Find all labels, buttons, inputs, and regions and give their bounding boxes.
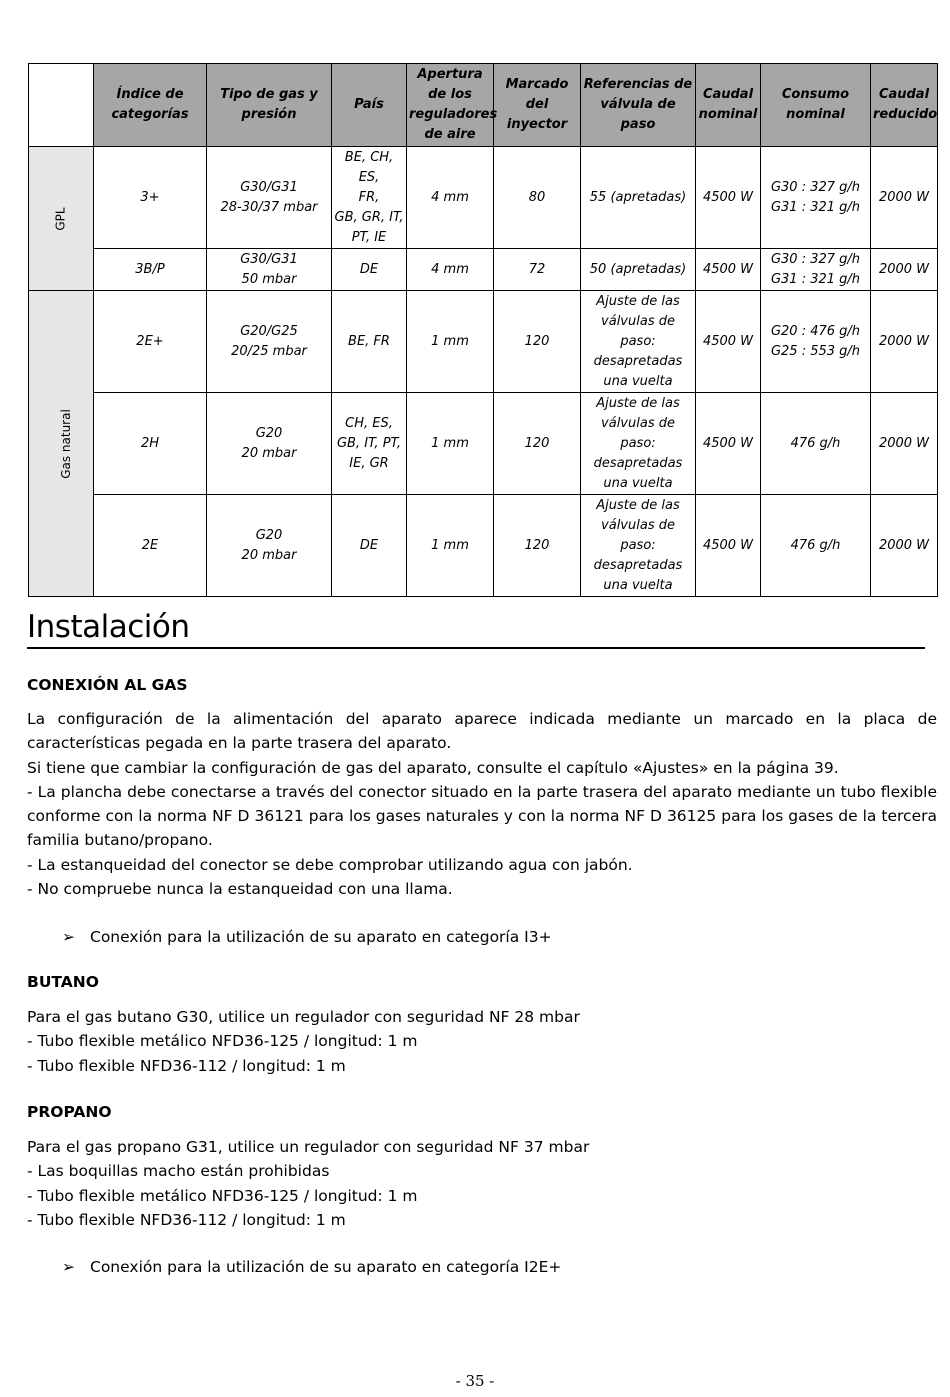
table-cell: 1 mm bbox=[407, 291, 494, 393]
bullet-category-i3 bbox=[62, 925, 552, 949]
table-cell: G20/G25 20/25 mbar bbox=[207, 291, 332, 393]
table-cell: 2H bbox=[94, 393, 207, 495]
list-item: - Tubo flexible metálico NFD36-125 / longitud: 1 m bbox=[27, 1186, 418, 1205]
header-valve-references: Referencias de válvula de paso bbox=[581, 64, 696, 147]
table-cell: G30 : 327 g/h G31 : 321 g/h bbox=[761, 147, 871, 249]
bullet-category-i2e bbox=[62, 1255, 561, 1279]
gas-connection-heading: CONEXIÓN AL GAS bbox=[27, 676, 188, 694]
table-cell: 1 mm bbox=[407, 393, 494, 495]
table-row bbox=[29, 147, 938, 249]
table-cell: 4500 W bbox=[696, 249, 761, 291]
header-reduced-flow: Caudal reducido bbox=[871, 64, 938, 147]
header-injector-marking: Marcado del inyector bbox=[494, 64, 581, 147]
table-cell: 4500 W bbox=[696, 147, 761, 249]
table-cell: 120 bbox=[494, 291, 581, 393]
list-item: - Tubo flexible metálico NFD36-125 / longitud: 1 m bbox=[27, 1032, 418, 1051]
page-number: - 35 - bbox=[455, 1372, 495, 1390]
paragraph: - No compruebe nunca la estanqueidad con una llama. bbox=[27, 880, 453, 899]
list-item: Para el gas propano G31, utilice un regulador con seguridad NF 37 mbar bbox=[27, 1138, 590, 1156]
table-cell: 2E+ bbox=[94, 291, 207, 393]
table-cell: DE bbox=[332, 249, 407, 291]
list-item: Para el gas butano G30, utilice un regulador con seguridad NF 28 mbar bbox=[27, 1008, 580, 1026]
table-cell: 2000 W bbox=[871, 495, 938, 597]
table-cell: 50 (apretadas) bbox=[581, 249, 696, 291]
table-row bbox=[29, 249, 938, 291]
table-cell: 1 mm bbox=[407, 495, 494, 597]
butano-body bbox=[27, 1005, 937, 1078]
propano-body bbox=[27, 1135, 937, 1232]
table-cell: 4500 W bbox=[696, 495, 761, 597]
table-cell: 55 (apretadas) bbox=[581, 147, 696, 249]
header-country: País bbox=[332, 64, 407, 147]
table-cell: 2000 W bbox=[871, 291, 938, 393]
header-corner-cell bbox=[29, 64, 94, 147]
table-cell: G20 : 476 g/h G25 : 553 g/h bbox=[761, 291, 871, 393]
header-nominal-flow: Caudal nominal bbox=[696, 64, 761, 147]
family-label-natural-gas: Gas natural bbox=[58, 408, 73, 479]
table-cell: 120 bbox=[494, 495, 581, 597]
paragraph: Si tiene que cambiar la configuración de gas del aparato, consulte el capítulo «Ajustes» en la página 39. bbox=[27, 758, 839, 777]
paragraph: - La estanqueidad del conector se debe comprobar utilizando agua con jabón. bbox=[27, 855, 633, 874]
list-item: - Las boquillas macho están prohibidas bbox=[27, 1162, 330, 1181]
header-nominal-consumption: Consumo nominal bbox=[761, 64, 871, 147]
table-row bbox=[29, 495, 938, 597]
table-cell: 2000 W bbox=[871, 147, 938, 249]
table-cell: DE bbox=[332, 495, 407, 597]
list-item: - Tubo flexible NFD36-112 / longitud: 1 m bbox=[27, 1210, 346, 1229]
list-item: - Tubo flexible NFD36-112 / longitud: 1 m bbox=[27, 1056, 346, 1075]
section-title: Instalación bbox=[27, 607, 925, 649]
bullet-text: Conexión para la utilización de su aparato en categoría I2E+ bbox=[90, 1258, 562, 1276]
table-cell: 120 bbox=[494, 393, 581, 495]
table-cell: Ajuste de las válvulas de paso: desapretadas una vuelta bbox=[581, 291, 696, 393]
table-row bbox=[29, 291, 938, 393]
header-air-regulator-opening: Apertura de los reguladores de aire bbox=[407, 64, 494, 147]
arrow-bullet-icon: ➢ bbox=[62, 1258, 75, 1276]
table-cell: Ajuste de las válvulas de paso: desapretadas una vuelta bbox=[581, 495, 696, 597]
table-cell: 72 bbox=[494, 249, 581, 291]
table-cell: G30/G31 50 mbar bbox=[207, 249, 332, 291]
table-cell: G30 : 327 g/h G31 : 321 g/h bbox=[761, 249, 871, 291]
table-cell: 4 mm bbox=[407, 147, 494, 249]
table-cell: Ajuste de las válvulas de paso: desapretadas una vuelta bbox=[581, 393, 696, 495]
table-cell: 80 bbox=[494, 147, 581, 249]
table-cell: BE, CH, ES, FR, GB, GR, IT, PT, IE bbox=[332, 147, 407, 249]
header-category-index: Índice de categorías bbox=[94, 64, 207, 147]
paragraph: La configuración de la alimentación del aparato aparece indicada mediante un marcado en la placa de características pegada en la parte trasera del aparato. bbox=[27, 710, 937, 753]
table-cell: 2000 W bbox=[871, 393, 938, 495]
table-cell: 3B/P bbox=[94, 249, 207, 291]
table-cell: 2000 W bbox=[871, 249, 938, 291]
table-cell: 476 g/h bbox=[761, 495, 871, 597]
table-cell: 476 g/h bbox=[761, 393, 871, 495]
propano-heading: PROPANO bbox=[27, 1103, 112, 1121]
butano-heading: BUTANO bbox=[27, 973, 99, 991]
arrow-bullet-icon: ➢ bbox=[62, 928, 75, 946]
family-cell-gpl bbox=[29, 147, 94, 291]
table-cell: 3+ bbox=[94, 147, 207, 249]
table-header-row bbox=[29, 64, 938, 147]
table-row bbox=[29, 393, 938, 495]
table-cell: CH, ES, GB, IT, PT, IE, GR bbox=[332, 393, 407, 495]
table-cell: 2E bbox=[94, 495, 207, 597]
bullet-text: Conexión para la utilización de su aparato en categoría I3+ bbox=[90, 928, 552, 946]
table-cell: G30/G31 28-30/37 mbar bbox=[207, 147, 332, 249]
table-cell: G20 20 mbar bbox=[207, 393, 332, 495]
table-cell: 4500 W bbox=[696, 393, 761, 495]
table-cell: 4 mm bbox=[407, 249, 494, 291]
table-cell: BE, FR bbox=[332, 291, 407, 393]
gas-connection-body bbox=[27, 707, 937, 901]
table-cell: 4500 W bbox=[696, 291, 761, 393]
table-cell: G20 20 mbar bbox=[207, 495, 332, 597]
family-cell-natural-gas bbox=[29, 291, 94, 597]
gas-categories-table bbox=[28, 63, 938, 597]
header-gas-type: Tipo de gas y presión bbox=[207, 64, 332, 147]
paragraph: - La plancha debe conectarse a través del conector situado en la parte trasera del aparato mediante un tubo flexible conforme con la norma NF D 36121 para los gases naturales y con la norma NF D 36125 para los gases de la tercera familia butano/propano. bbox=[27, 782, 937, 850]
family-label-gpl: GPL bbox=[53, 206, 68, 231]
